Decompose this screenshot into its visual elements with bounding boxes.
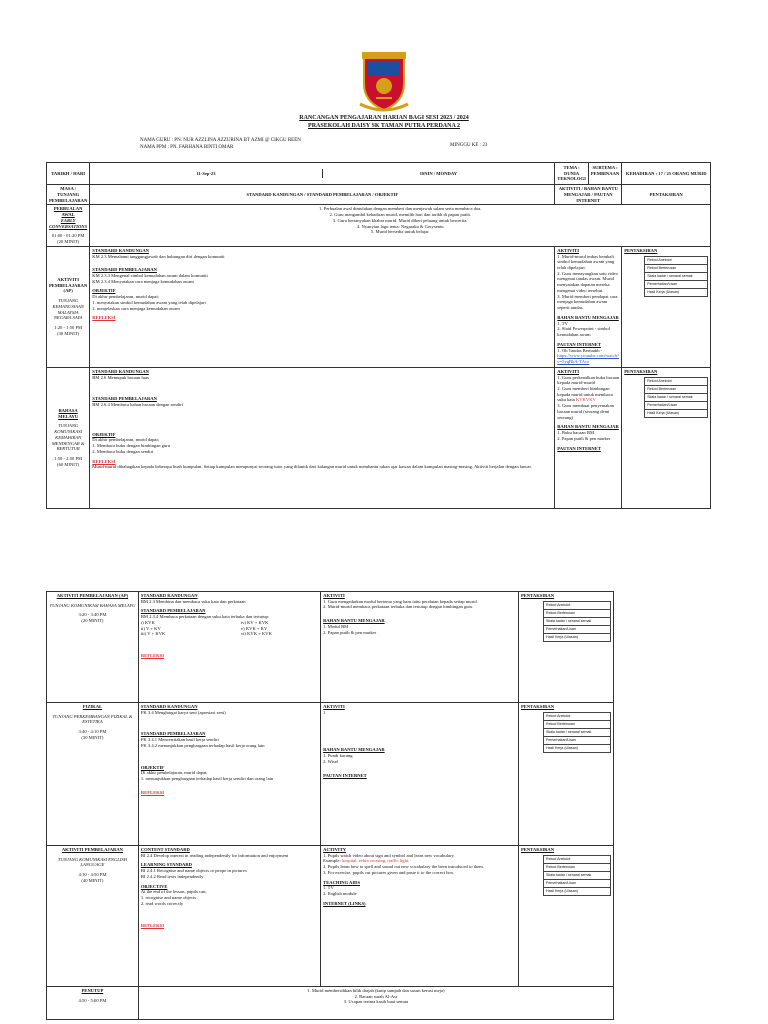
date-value: 11-Sep-23 [90,169,323,179]
early-step: 1. Perbualan awal dimulakan dengan memberi dan menjawab salam serta membaca doa. [319,206,482,212]
bm-row [47,367,711,508]
bm-syllable-pattern: KVKVKV [575,397,596,403]
closing-title: PENUTUP [81,988,104,993]
rubric-anecdotal: Rekod Anekdot [543,601,610,609]
english-activity: 3. For exercise, pupils cut pictures given and paste it to the correct box. [323,869,455,875]
syllable-pattern: ii) V + KV [140,625,161,631]
rubric-scale: Skala kadar / senarai semak [543,617,610,625]
lesson-table-top [46,162,711,509]
english-obj: 2. read words correctly [140,900,184,906]
english-activity-label: ACTIVITY [323,847,347,852]
english-links-label: INTERNET (LINKS) [323,900,366,906]
syllable-pattern: iv) KV + KVK [240,619,269,625]
ap1-reflection-label: REFLEKSI [92,315,116,321]
rubric-scale: Skala kadar / senarai semak [645,393,708,401]
ap2-activity: 2. Murid-murid membaca perkataan terbuka dan tertutup dengan bimbingan guru [323,604,473,610]
subtheme-value: SUBTEMA : PEMBINAAN [590,165,620,176]
ap1-sk-label: STANDARD KANDUNGAN [92,247,149,253]
school-crest-logo [358,50,410,112]
fizikal-obj-intro: Di akhir pembelajaran, murid dapat; [140,770,208,776]
lesson-table-bottom [46,591,614,1020]
assessment-checklist [644,256,708,297]
theme-value: TEMA : DUNIA TEKNOLOGI [555,163,589,184]
ap1-obj: 2. menjelaskan cara menjaga kemudahan awam [92,305,180,311]
rubric-work: Hasil Kerja (Ulasan) [645,288,708,296]
rubric-observation: Pemerhatian/Lisan [543,625,610,633]
info-row [47,163,711,185]
closing-step: 1. Murid membersihkan bilik darjah (kutip sampah dan susun kerusi meja) [307,988,445,993]
fizikal-aids-label: BAHAN BANTU MENGAJAR [323,747,385,753]
fizikal-reflection-label: REFLEKSI [140,789,165,795]
fizikal-assessment-label: PENTAKSIRAN [520,704,555,709]
english-aid: 2. English module [323,891,357,897]
ap2-title: AKTIVITI PEMBELAJARAN (AP) [56,593,129,598]
early-conversation-row [47,205,711,246]
bm-sp-label: STANDARD PEMBELAJARAN [92,396,157,402]
rubric-scale: Skala kadar / senarai semak [543,871,610,879]
rubric-observation: Pemerhatian/Lisan [645,280,708,288]
teacher-name: NAMA GURU : PN. NUR AZZLINA AZZURINA BT AZMI @ CIKGU REEN [140,138,301,143]
fizikal-sk: FK 3.4 Menghargai karya seni (apresiasi seni) [140,709,226,715]
fizikal-row [47,703,614,846]
ap1-video-link[interactable]: https://www.youtube.com/watch?v=5yqBkA-TAco [557,353,619,365]
english-ls: BI 2.4.2 Read texts independently [140,873,204,879]
fizikal-activity-label: AKTIVITI [323,704,345,709]
ap2-aids-label: BAHAN BANTU MENGAJAR [323,618,385,624]
bm-tunjang: TUNJANG KOMUNIKASI KEMAHIRAN MENDENGAR & BERTUTUR [51,423,85,452]
ap2-tunjang: TUNJANG KOMUNIKASI BAHASA MELAYU [49,602,136,608]
bm-reflection-text: Murid-murid dibahagikan kepada beberapa buah kumpulan. Setiap kumpulan mempunyai seorang tutor yang dilantik dari kalangan murid untuk membantu rakan ajar kawan dalam kumpulan masing-masing. Aktiviti berjalan dengan lancar. [92,464,532,470]
col-standard: STANDARD KANDUNGAN / STANDARD PEMBELAJARAN / OBJEKTIF [90,185,555,205]
ap2-aid: 1. Modul BM [323,623,349,629]
fizikal-time: 3:40 - 4:10 PM [78,729,107,735]
syllable-pattern: v) KVK + KV [240,625,268,631]
fizikal-sp: FK 3.4.2 menunjukkan penghargaan terhadap hasil kerja orang lain [140,742,265,748]
english-obj-intro: At the end of the lesson, pupils can; [140,889,207,895]
bm-links-label: PAUTAN INTERNET [557,445,601,451]
assessment-checklist [543,601,611,642]
rubric-work: Hasil Kerja (Ulasan) [645,409,708,417]
bm-title: BAHASA MELAYU [58,408,79,419]
english-title: AKTIVITI PEMBELAJARAN [61,847,123,852]
syllable-pattern: vi) KVK + KVK [240,631,272,637]
fizikal-aid: 2. Wisel [323,758,339,764]
fizikal-duration: (30 MINIT) [81,734,104,740]
english-reflection-label: REFLEKSI [140,922,165,928]
attendance-value: KEHADIRAN : 17 / 25 ORANG MURID [622,163,711,185]
ap1-row [47,246,711,367]
ap2-time: 3:20 - 3:40 PM [78,612,107,618]
ap1-activity: 3. Murid memberi pendapat cara menjaga kemudahan awam seperti tandas. [557,293,618,311]
early-subtitle: EARLY CONVERSATIONS [49,217,88,229]
bm-aid: 2. Papan putih & pen marker [557,435,611,441]
english-row [47,846,614,987]
fizikal-obj: 1. menunjukkan penghargaan terhadap hasil kerja sendiri dan orang lain [140,776,274,782]
bm-sp: BM 2.6.4 Membaca bahan bacaan dengan sendiri [92,402,184,408]
rubric-continuous: Rekod Berterusan [543,720,610,728]
ppm-name: NAMA PPM : PN. FARHANA BINTI OMAR [140,145,234,150]
plan-title: RANCANGAN PENGAJARAN HARIAN BAGI SESI 2023 / 2024 [299,115,469,121]
ap2-sk-label: STANDARD KANDUNGAN [140,593,198,598]
fizikal-tunjang: TUNJANG PERKEMBANGAN FIZIKAL & ESTETIKA [52,713,133,725]
english-obj: 1. recognise and name objects [140,895,197,901]
bm-assessment-label: PENTAKSIRAN [624,368,658,374]
fizikal-sp: FK 3.4.1 Mencerritakan hasil kerja sendiri [140,737,219,743]
closing-row [47,987,614,1020]
bm-aids-label: BAHAN BANTU MENGAJAR [557,424,619,430]
rubric-anecdotal: Rekod Anekdot [543,855,610,863]
ap1-tunjang: TUNJANG KEMANUSIAAN MALAYSIA NEGARA SAYA [52,298,84,321]
fizikal-aid: 1. Pundi kacang [323,753,353,759]
ap1-obj-intro: Di akhir pembelajaran, murid dapat; [92,294,159,300]
bm-duration: (60 MINIT) [57,461,80,467]
english-activity: 2. Pupils learn how to spell and sound out new vocabulary the been introduced to them. [323,864,485,870]
fizikal-sp-label: STANDARD PEMBELAJARAN [140,731,206,737]
bm-reflection-label: REFLEKSI [92,458,116,464]
early-step: 3. Guru bertanyakan khabar murid. Murid diberi peluang untuk bercerita. [332,217,468,223]
bm-sk-label: STANDARD KANDUNGAN [92,368,149,374]
bm-time: 1:50 - 2:50 PM [54,456,83,462]
early-step: 5. Murid bersedia untuk belajar. [370,229,430,235]
english-activity: 1. Pupils watch video about sign and symbol and learn new vocabulary. [323,852,455,858]
bm-obj: 1. Membaca buku dengan bimbingan guru [92,443,171,449]
assessment-checklist [644,377,708,418]
fizikal-links-label: PAUTAN INTERNET [323,772,367,778]
fizikal-sk-label: STANDARD KANDUNGAN [140,704,198,709]
early-duration: (20 MINIT) [57,239,80,245]
syllable-pattern: i) KVK [140,619,155,625]
fizikal-title: FIZIKAL [82,704,103,709]
english-aids-label: TEACHING AIDS [323,879,361,885]
ap1-assessment-label: PENTAKSIRAN [624,247,658,253]
english-example-label: Example: [323,858,342,864]
rubric-work: Hasil Kerja (Ulasan) [543,633,610,641]
bm-activity: 2. Guru memberi bimbingan kepada murid untuk membaca suku kata [557,386,613,403]
closing-step: 2. Bacaan surah Al-Asr [354,993,398,999]
day-value: ISNIN / MONDAY [419,170,458,176]
rubric-continuous: Rekod Berterusan [543,863,610,871]
bm-activity: 1. Guru perkenalkan buku bacaan kepada murid-murid [557,374,620,386]
ap1-duration: (30 MINIT) [57,330,80,336]
ap1-obj-label: OBJEKTIF [92,288,116,294]
closing-step: 3. Ucapan terima kasih buat semua [343,999,409,1005]
english-vocab: hospital, zebra crossing, traffic light. [341,858,410,864]
ap2-duration: (20 MINIT) [81,618,104,624]
ap2-reflection-label: REFLEKSI [140,653,165,659]
ap2-sk: BM 2.3 Membina dan membaca suku kata dan perkataan [140,598,246,604]
ap1-sp: KM 2.3.3 Mengenal simbol kemudahan awam dalam komuniti [92,273,208,279]
rubric-continuous: Rekod Berterusan [543,609,610,617]
column-header-row [47,185,711,205]
ap1-aids-label: BAHAN BANTU MENGAJAR [557,314,619,320]
rubric-observation: Pemerhatian/Lisan [645,401,708,409]
rubric-work: Hasil Kerja (Ulasan) [543,744,610,752]
english-tunjang: TUNJANG KOMUNIKASI ENGLISH LANGUAGE [57,856,128,868]
english-obj-label: OBJECTIVE [140,883,168,889]
english-aid: 1. TV [323,885,334,891]
ap1-sp-label: STANDARD PEMBELAJARAN [92,267,157,273]
english-time: 4:10 - 4:50 PM [78,872,107,878]
rubric-anecdotal: Rekod Anekdot [645,377,708,385]
ap1-obj: 1. menyatakan simbol kemudahan awam yang telah dipelajari [92,299,206,305]
early-title: PERBUALAN AWAL [53,206,83,218]
bm-obj-label: OBJEKTIF [92,431,116,437]
rubric-work: Hasil Kerja (Ulasan) [543,887,610,895]
early-step: 4. Nyanyian lagu tema: Negaraku & Gerysentu [356,223,444,229]
week-number: MINGGU KE : 23 [450,143,488,148]
ap2-sp: BM 2.3.4 Membaca perkataan dengan suku kata terbuka dan tertutup: [140,614,270,620]
bm-activity-label: AKTIVITI [557,368,579,374]
ap2-activity-label: AKTIVITI [323,593,345,598]
ap2-sp-label: STANDARD PEMBELAJARAN [140,608,206,614]
rubric-anecdotal: Rekod Anekdot [543,712,610,720]
english-cs: BI 2.4 Develop interest in reading independently for information and enjoyment [140,852,289,858]
english-ls: BI 2.4.1 Recognise and name objects or peope in pictures [140,868,247,874]
ap1-activity: 1. Murid-murid imbas kembali simbol kemudahan awam yang telah dipelajari. [557,253,615,271]
syllable-pattern: iii) V + KVK [140,631,166,637]
early-time: 01:00 - 01:20 PM [51,233,85,239]
ap2-aid: 2. Papan putih & pen marker [323,629,377,635]
ap1-sp: KM 2.3.4 Menyatakan cara menjaga kemudahan awam [92,278,194,284]
english-duration: (40 MINIT) [81,877,104,883]
rubric-scale: Skala kadar / senarai semak [645,272,708,280]
ap1-links-label: PAUTAN INTERNET [557,341,601,347]
bm-obj-intro: Di akhir pembelajaran, murid dapat; [92,437,159,443]
ap1-title: AKTIVITI PEMBELAJARAN (AP) [49,277,88,294]
bm-sk: BM 2.6 Memupuk bacaan luas [92,374,149,380]
rubric-anecdotal: Rekod Anekdot [645,256,708,264]
ap1-sk: KM 2.3 Memahami tanggungjawab dan hubungan diri dengan komuniti [92,253,225,259]
ap2-activity: 1. Guru mengedarkan modul bertema yang baru iaitu peralatan kepada setiap murid. [323,598,478,604]
ap1-aid: 2. Slaid Powerpoint - simbol kemudahan awam [557,326,610,338]
ap2-assessment-label: PENTAKSIRAN [520,593,555,598]
ap1-activity-label: AKTIVITI [557,247,579,253]
rubric-observation: Pemerhatian/Lisan [543,879,610,887]
ap2-row [47,592,614,703]
early-step: 2. Guru mengambil kehadiran murid, memilih hari dan tarikh di papan putih. [329,212,471,218]
ap1-activity: 2. Guru menayangkan satu video mengenai tandas awam. Murid menyatakan dapatan mereka mengenai video tersebut. [557,270,618,293]
rubric-continuous: Rekod Berterusan [645,264,708,272]
bm-activity: 3. Guru membuat penyemakan bacaan murid (seorang demi seorang) [557,403,614,420]
school-title: PRASEKOLAH DAISY SK TAMAN PUTRA PERDANA 2 [308,123,460,129]
col-time: MASA / TUNJANG PEMBELAJARAN [47,185,90,205]
english-assessment-label: PENTAKSIRAN [520,847,555,852]
rubric-scale: Skala kadar / senarai semak [543,728,610,736]
rubric-continuous: Rekod Berterusan [645,385,708,393]
col-activity: AKTIVITI / BAHAN BANTU MENGAJAR / PAUTAN INTERNET [555,185,622,205]
bm-aid: 1. Buku bacaan BM [557,430,595,436]
fizikal-activity: 1 [323,709,326,715]
rubric-observation: Pemerhatian/Lisan [543,736,610,744]
assessment-checklist [543,712,611,753]
bm-obj: 2. Membaca buku dengan sendiri [92,448,154,454]
ap1-aid: 1. TV [557,320,568,326]
ap1-time: 1:20 - 1:50 PM [54,325,83,331]
date-label: TARIKH / HARI [47,163,90,185]
english-cs-label: CONTENT STANDARD [140,847,190,852]
assessment-checklist [543,855,611,896]
english-ls-label: LEARNING STANDARD [140,862,192,868]
col-assessment: PENTAKSIRAN [622,185,711,205]
closing-time: 4:50 - 5:00 PM [78,997,107,1003]
ap1-link-text: 1. Oh Tandas Bertuahh - [557,347,603,353]
fizikal-obj-label: OBJEKTIF [140,764,165,770]
